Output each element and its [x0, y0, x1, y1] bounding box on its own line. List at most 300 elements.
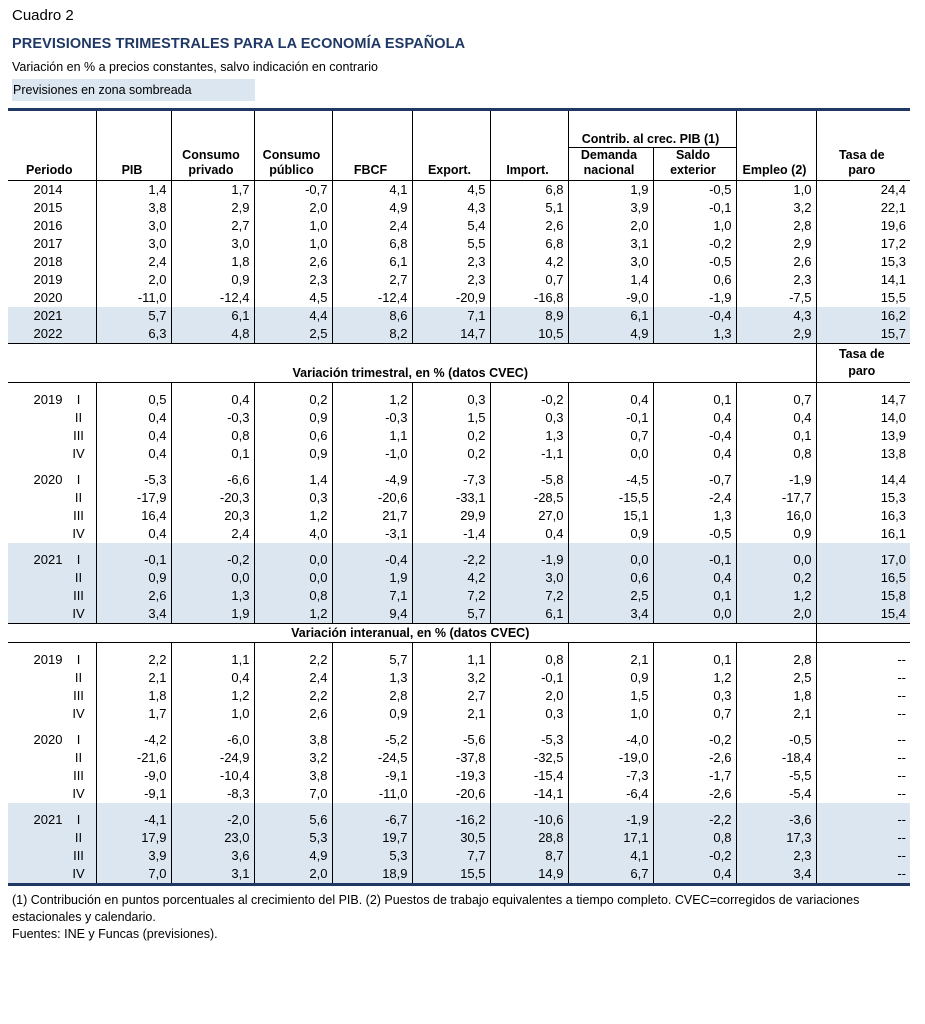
value-cell: -1,9	[736, 471, 816, 489]
value-cell: 0,7	[736, 391, 816, 409]
table-row	[8, 829, 910, 847]
value-cell: -0,3	[332, 409, 412, 427]
spacer-cell	[816, 463, 910, 471]
spacer-cell	[332, 383, 412, 392]
spacer-cell	[332, 543, 412, 551]
spacer-row	[8, 643, 910, 652]
value-cell: 14,9	[490, 865, 568, 885]
col-export: Export.	[412, 110, 490, 181]
value-cell: -10,4	[171, 767, 254, 785]
value-cell: 2,6	[96, 587, 171, 605]
table-row	[8, 199, 910, 217]
value-cell: -19,0	[568, 749, 653, 767]
value-cell: -7,3	[568, 767, 653, 785]
value-cell: --	[816, 687, 910, 705]
spacer-cell	[171, 723, 254, 731]
value-cell: 5,3	[254, 829, 332, 847]
value-cell: -33,1	[412, 489, 490, 507]
value-cell: -9,1	[96, 785, 171, 803]
value-cell: -0,2	[171, 551, 254, 569]
value-cell: 1,1	[412, 651, 490, 669]
period-cell	[8, 767, 96, 785]
period-quarter: III	[73, 588, 84, 603]
value-cell: 0,8	[736, 445, 816, 463]
table-row	[8, 253, 910, 271]
value-cell: 0,4	[653, 409, 736, 427]
value-cell: 4,3	[736, 307, 816, 325]
table-row	[8, 289, 910, 307]
value-cell: -37,8	[412, 749, 490, 767]
value-cell: -3,6	[736, 811, 816, 829]
value-cell: -1,4	[412, 525, 490, 543]
spacer-cell	[254, 643, 332, 652]
spacer-cell	[653, 463, 736, 471]
value-cell: 19,7	[332, 829, 412, 847]
value-cell: 0,0	[171, 569, 254, 587]
value-cell: 17,1	[568, 829, 653, 847]
value-cell: -0,5	[653, 181, 736, 200]
value-cell: 0,8	[254, 587, 332, 605]
col-consumo-publico: Consumo público	[254, 110, 332, 181]
table-row	[8, 217, 910, 235]
table-row	[8, 507, 910, 525]
value-cell: -5,8	[490, 471, 568, 489]
value-cell: 7,2	[412, 587, 490, 605]
value-cell: -7,3	[412, 471, 490, 489]
period-cell	[8, 325, 96, 344]
value-cell: 4,9	[568, 325, 653, 344]
value-cell: 1,5	[568, 687, 653, 705]
period-year: 2014	[33, 182, 63, 197]
spacer-cell	[8, 463, 96, 471]
value-cell: 14,1	[816, 271, 910, 289]
section-paro-label	[816, 624, 910, 643]
value-cell: -24,9	[171, 749, 254, 767]
value-cell: 2,5	[568, 587, 653, 605]
table-row	[8, 427, 910, 445]
spacer-row	[8, 463, 910, 471]
value-cell: -9,0	[96, 767, 171, 785]
period-cell	[8, 199, 96, 217]
value-cell: 1,3	[332, 669, 412, 687]
value-cell: 8,7	[490, 847, 568, 865]
period-cell	[8, 749, 96, 767]
value-cell: 2,4	[332, 217, 412, 235]
value-cell: 16,3	[816, 507, 910, 525]
value-cell: 2,4	[254, 669, 332, 687]
value-cell: 3,0	[96, 235, 171, 253]
value-cell: -19,3	[412, 767, 490, 785]
value-cell: 13,9	[816, 427, 910, 445]
value-cell: 0,9	[96, 569, 171, 587]
value-cell: 13,8	[816, 445, 910, 463]
spacer-cell	[412, 803, 490, 811]
value-cell: 0,9	[254, 409, 332, 427]
value-cell: 0,3	[254, 489, 332, 507]
value-cell: 0,8	[171, 427, 254, 445]
value-cell: 2,2	[254, 687, 332, 705]
forecast-table	[8, 108, 910, 886]
value-cell: 2,6	[254, 705, 332, 723]
value-cell: 6,1	[332, 253, 412, 271]
value-cell: -32,5	[490, 749, 568, 767]
value-cell: 7,0	[254, 785, 332, 803]
value-cell: 3,1	[568, 235, 653, 253]
value-cell: -6,7	[332, 811, 412, 829]
value-cell: 0,1	[653, 651, 736, 669]
value-cell: 4,1	[568, 847, 653, 865]
spacer-cell	[254, 543, 332, 551]
col-periodo: Periodo	[8, 110, 96, 181]
value-cell: 3,0	[568, 253, 653, 271]
value-cell: 2,4	[171, 525, 254, 543]
value-cell: 3,0	[490, 569, 568, 587]
paro-label-1: Tasa de	[838, 347, 885, 361]
paro-label-2: paro	[848, 364, 876, 378]
spacer-row	[8, 543, 910, 551]
value-cell: 2,4	[96, 253, 171, 271]
table-row	[8, 811, 910, 829]
col-import: Import.	[490, 110, 568, 181]
value-cell: 1,3	[653, 325, 736, 344]
value-cell: 1,0	[568, 705, 653, 723]
value-cell: -0,3	[171, 409, 254, 427]
value-cell: 0,4	[490, 525, 568, 543]
spacer-cell	[332, 723, 412, 731]
value-cell: 0,9	[254, 445, 332, 463]
spacer-cell	[171, 803, 254, 811]
value-cell: 14,0	[816, 409, 910, 427]
value-cell: 6,1	[171, 307, 254, 325]
value-cell: 1,1	[332, 427, 412, 445]
value-cell: 3,2	[254, 749, 332, 767]
value-cell: 1,7	[96, 705, 171, 723]
period-year: 2020	[33, 732, 63, 747]
value-cell: 4,3	[412, 199, 490, 217]
footnote-2: Fuentes: INE y Funcas (previsiones).	[12, 927, 218, 941]
value-cell: 5,1	[490, 199, 568, 217]
period-quarter: IV	[72, 866, 85, 881]
header-row-1	[8, 110, 910, 148]
value-cell: 0,9	[332, 705, 412, 723]
value-cell: 2,5	[254, 325, 332, 344]
value-cell: 1,2	[254, 605, 332, 624]
table-row	[8, 271, 910, 289]
value-cell: 15,8	[816, 587, 910, 605]
value-cell: 1,8	[736, 687, 816, 705]
spacer-cell	[816, 543, 910, 551]
period-year: 2021	[33, 552, 63, 567]
value-cell: 3,8	[96, 199, 171, 217]
value-cell: -15,5	[568, 489, 653, 507]
period-year: 2022	[33, 326, 63, 341]
value-cell: 0,0	[254, 569, 332, 587]
value-cell: 1,7	[171, 181, 254, 200]
value-cell: --	[816, 749, 910, 767]
value-cell: 2,7	[412, 687, 490, 705]
col-pib: PIB	[96, 110, 171, 181]
value-cell: 5,7	[332, 651, 412, 669]
spacer-cell	[736, 723, 816, 731]
period-quarter: I	[76, 652, 81, 667]
value-cell: 0,1	[171, 445, 254, 463]
spacer-cell	[332, 463, 412, 471]
spacer-cell	[332, 803, 412, 811]
value-cell: -4,2	[96, 731, 171, 749]
spacer-cell	[816, 383, 910, 392]
table-row	[8, 471, 910, 489]
period-quarter: II	[74, 490, 83, 505]
section-paro-label	[816, 344, 910, 383]
spacer-cell	[736, 543, 816, 551]
value-cell: 1,3	[490, 427, 568, 445]
value-cell: --	[816, 767, 910, 785]
value-cell: 0,4	[171, 391, 254, 409]
period-quarter: III	[73, 508, 84, 523]
table-row	[8, 525, 910, 543]
spacer-cell	[96, 383, 171, 392]
period-quarter: I	[76, 732, 81, 747]
value-cell: -4,9	[332, 471, 412, 489]
value-cell: 0,3	[653, 687, 736, 705]
value-cell: 16,2	[816, 307, 910, 325]
spacer-cell	[490, 543, 568, 551]
spacer-cell	[332, 643, 412, 652]
value-cell: 8,6	[332, 307, 412, 325]
spacer-cell	[568, 383, 653, 392]
period-cell	[8, 651, 96, 669]
value-cell: 27,0	[490, 507, 568, 525]
period-cell	[8, 847, 96, 865]
spacer-cell	[254, 383, 332, 392]
value-cell: 1,8	[171, 253, 254, 271]
value-cell: 30,5	[412, 829, 490, 847]
value-cell: 0,8	[653, 829, 736, 847]
value-cell: -1,9	[653, 289, 736, 307]
value-cell: 2,0	[736, 605, 816, 624]
spacer-cell	[254, 463, 332, 471]
table-row	[8, 181, 910, 200]
value-cell: -8,3	[171, 785, 254, 803]
value-cell: 5,7	[412, 605, 490, 624]
col-contrib: Contrib. al crec. PIB (1)	[568, 110, 736, 148]
value-cell: 2,9	[736, 235, 816, 253]
value-cell: -4,5	[568, 471, 653, 489]
spacer-cell	[816, 643, 910, 652]
value-cell: -11,0	[332, 785, 412, 803]
value-cell: 0,0	[736, 551, 816, 569]
value-cell: 3,1	[171, 865, 254, 885]
period-year: 2020	[33, 290, 63, 305]
value-cell: 0,7	[568, 427, 653, 445]
value-cell: 0,9	[568, 669, 653, 687]
value-cell: 6,8	[490, 235, 568, 253]
value-cell: 2,8	[332, 687, 412, 705]
spacer-cell	[653, 383, 736, 392]
value-cell: 6,8	[332, 235, 412, 253]
spacer-row	[8, 383, 910, 392]
spacer-cell	[653, 803, 736, 811]
value-cell: 0,0	[568, 551, 653, 569]
value-cell: 0,4	[96, 445, 171, 463]
value-cell: 0,4	[96, 427, 171, 445]
value-cell: -2,6	[653, 749, 736, 767]
value-cell: -0,2	[490, 391, 568, 409]
spacer-cell	[8, 643, 96, 652]
value-cell: -0,1	[653, 199, 736, 217]
period-cell	[8, 271, 96, 289]
spacer-cell	[8, 803, 96, 811]
period-quarter: I	[76, 392, 81, 407]
value-cell: -4,0	[568, 731, 653, 749]
period-cell	[8, 829, 96, 847]
value-cell: 0,5	[96, 391, 171, 409]
value-cell: 0,4	[96, 525, 171, 543]
period-cell	[8, 181, 96, 200]
value-cell: 6,3	[96, 325, 171, 344]
page-title: PREVISIONES TRIMESTRALES PARA LA ECONOMÍA ESPAÑOLA	[12, 36, 466, 52]
period-year: 2021	[33, 812, 63, 827]
period-quarter: IV	[72, 606, 85, 621]
value-cell: 8,2	[332, 325, 412, 344]
period-cell	[8, 289, 96, 307]
period-quarter: I	[76, 812, 81, 827]
value-cell: 4,2	[412, 569, 490, 587]
spacer-cell	[490, 723, 568, 731]
value-cell: 19,6	[816, 217, 910, 235]
value-cell: -2,2	[653, 811, 736, 829]
value-cell: 1,8	[96, 687, 171, 705]
value-cell: -16,8	[490, 289, 568, 307]
value-cell: 4,5	[254, 289, 332, 307]
value-cell: 0,4	[96, 409, 171, 427]
table-row	[8, 551, 910, 569]
spacer-cell	[412, 383, 490, 392]
value-cell: --	[816, 651, 910, 669]
value-cell: -0,5	[653, 253, 736, 271]
period-cell	[8, 427, 96, 445]
value-cell: 0,6	[568, 569, 653, 587]
value-cell: -21,6	[96, 749, 171, 767]
spacer-cell	[412, 463, 490, 471]
value-cell: 7,1	[412, 307, 490, 325]
value-cell: -9,1	[332, 767, 412, 785]
spacer-cell	[653, 643, 736, 652]
col-empleo: Empleo (2)	[736, 110, 816, 181]
value-cell: 15,3	[816, 489, 910, 507]
value-cell: 0,3	[490, 705, 568, 723]
period-cell	[8, 253, 96, 271]
period-cell	[8, 217, 96, 235]
value-cell: 16,4	[96, 507, 171, 525]
value-cell: 3,9	[96, 847, 171, 865]
value-cell: --	[816, 865, 910, 885]
value-cell: 2,7	[171, 217, 254, 235]
table-row	[8, 445, 910, 463]
value-cell: -1,7	[653, 767, 736, 785]
spacer-cell	[412, 543, 490, 551]
value-cell: 6,1	[490, 605, 568, 624]
value-cell: -0,5	[736, 731, 816, 749]
value-cell: 6,7	[568, 865, 653, 885]
value-cell: -0,2	[653, 847, 736, 865]
period-quarter: III	[73, 428, 84, 443]
period-quarter: II	[74, 570, 83, 585]
value-cell: 1,2	[254, 507, 332, 525]
value-cell: 3,8	[254, 767, 332, 785]
value-cell: 3,0	[96, 217, 171, 235]
value-cell: 7,2	[490, 587, 568, 605]
spacer-cell	[254, 803, 332, 811]
value-cell: -0,2	[653, 731, 736, 749]
value-cell: -6,0	[171, 731, 254, 749]
value-cell: 0,9	[736, 525, 816, 543]
value-cell: 1,4	[568, 271, 653, 289]
value-cell: --	[816, 785, 910, 803]
value-cell: 1,0	[254, 217, 332, 235]
value-cell: 2,6	[490, 217, 568, 235]
spacer-cell	[568, 643, 653, 652]
value-cell: 2,6	[254, 253, 332, 271]
value-cell: 1,2	[736, 587, 816, 605]
period-quarter: IV	[72, 706, 85, 721]
value-cell: -0,4	[653, 427, 736, 445]
value-cell: -7,5	[736, 289, 816, 307]
spacer-cell	[8, 723, 96, 731]
value-cell: -18,4	[736, 749, 816, 767]
col-fbcf: FBCF	[332, 110, 412, 181]
value-cell: --	[816, 811, 910, 829]
period-quarter: IV	[72, 446, 85, 461]
table-row	[8, 605, 910, 624]
value-cell: 5,3	[332, 847, 412, 865]
section-header-row	[8, 624, 910, 643]
value-cell: 2,3	[736, 271, 816, 289]
value-cell: 2,0	[490, 687, 568, 705]
value-cell: 29,9	[412, 507, 490, 525]
value-cell: 2,6	[736, 253, 816, 271]
period-cell	[8, 489, 96, 507]
table-row	[8, 705, 910, 723]
period-quarter: IV	[72, 526, 85, 541]
value-cell: -2,6	[653, 785, 736, 803]
value-cell: 0,4	[653, 569, 736, 587]
value-cell: -0,1	[96, 551, 171, 569]
value-cell: 14,7	[412, 325, 490, 344]
value-cell: 4,9	[254, 847, 332, 865]
value-cell: 2,2	[96, 651, 171, 669]
value-cell: 0,3	[412, 391, 490, 409]
period-quarter: IV	[72, 786, 85, 801]
value-cell: 4,1	[332, 181, 412, 200]
value-cell: 17,0	[816, 551, 910, 569]
value-cell: 5,4	[412, 217, 490, 235]
period-quarter: II	[74, 830, 83, 845]
value-cell: 5,7	[96, 307, 171, 325]
footnote-1: (1) Contribución en puntos porcentuales al crecimiento del PIB. (2) Puestos de trabajo equivalentes a tiempo completo. CVEC=corregidos de variaciones estacionales y calendario.	[12, 893, 860, 924]
value-cell: 4,5	[412, 181, 490, 200]
period-cell	[8, 525, 96, 543]
value-cell: --	[816, 669, 910, 687]
value-cell: 7,1	[332, 587, 412, 605]
value-cell: 15,5	[816, 289, 910, 307]
value-cell: 0,9	[171, 271, 254, 289]
period-cell	[8, 587, 96, 605]
value-cell: 1,5	[412, 409, 490, 427]
value-cell: 1,4	[96, 181, 171, 200]
value-cell: 0,2	[412, 427, 490, 445]
value-cell: --	[816, 847, 910, 865]
